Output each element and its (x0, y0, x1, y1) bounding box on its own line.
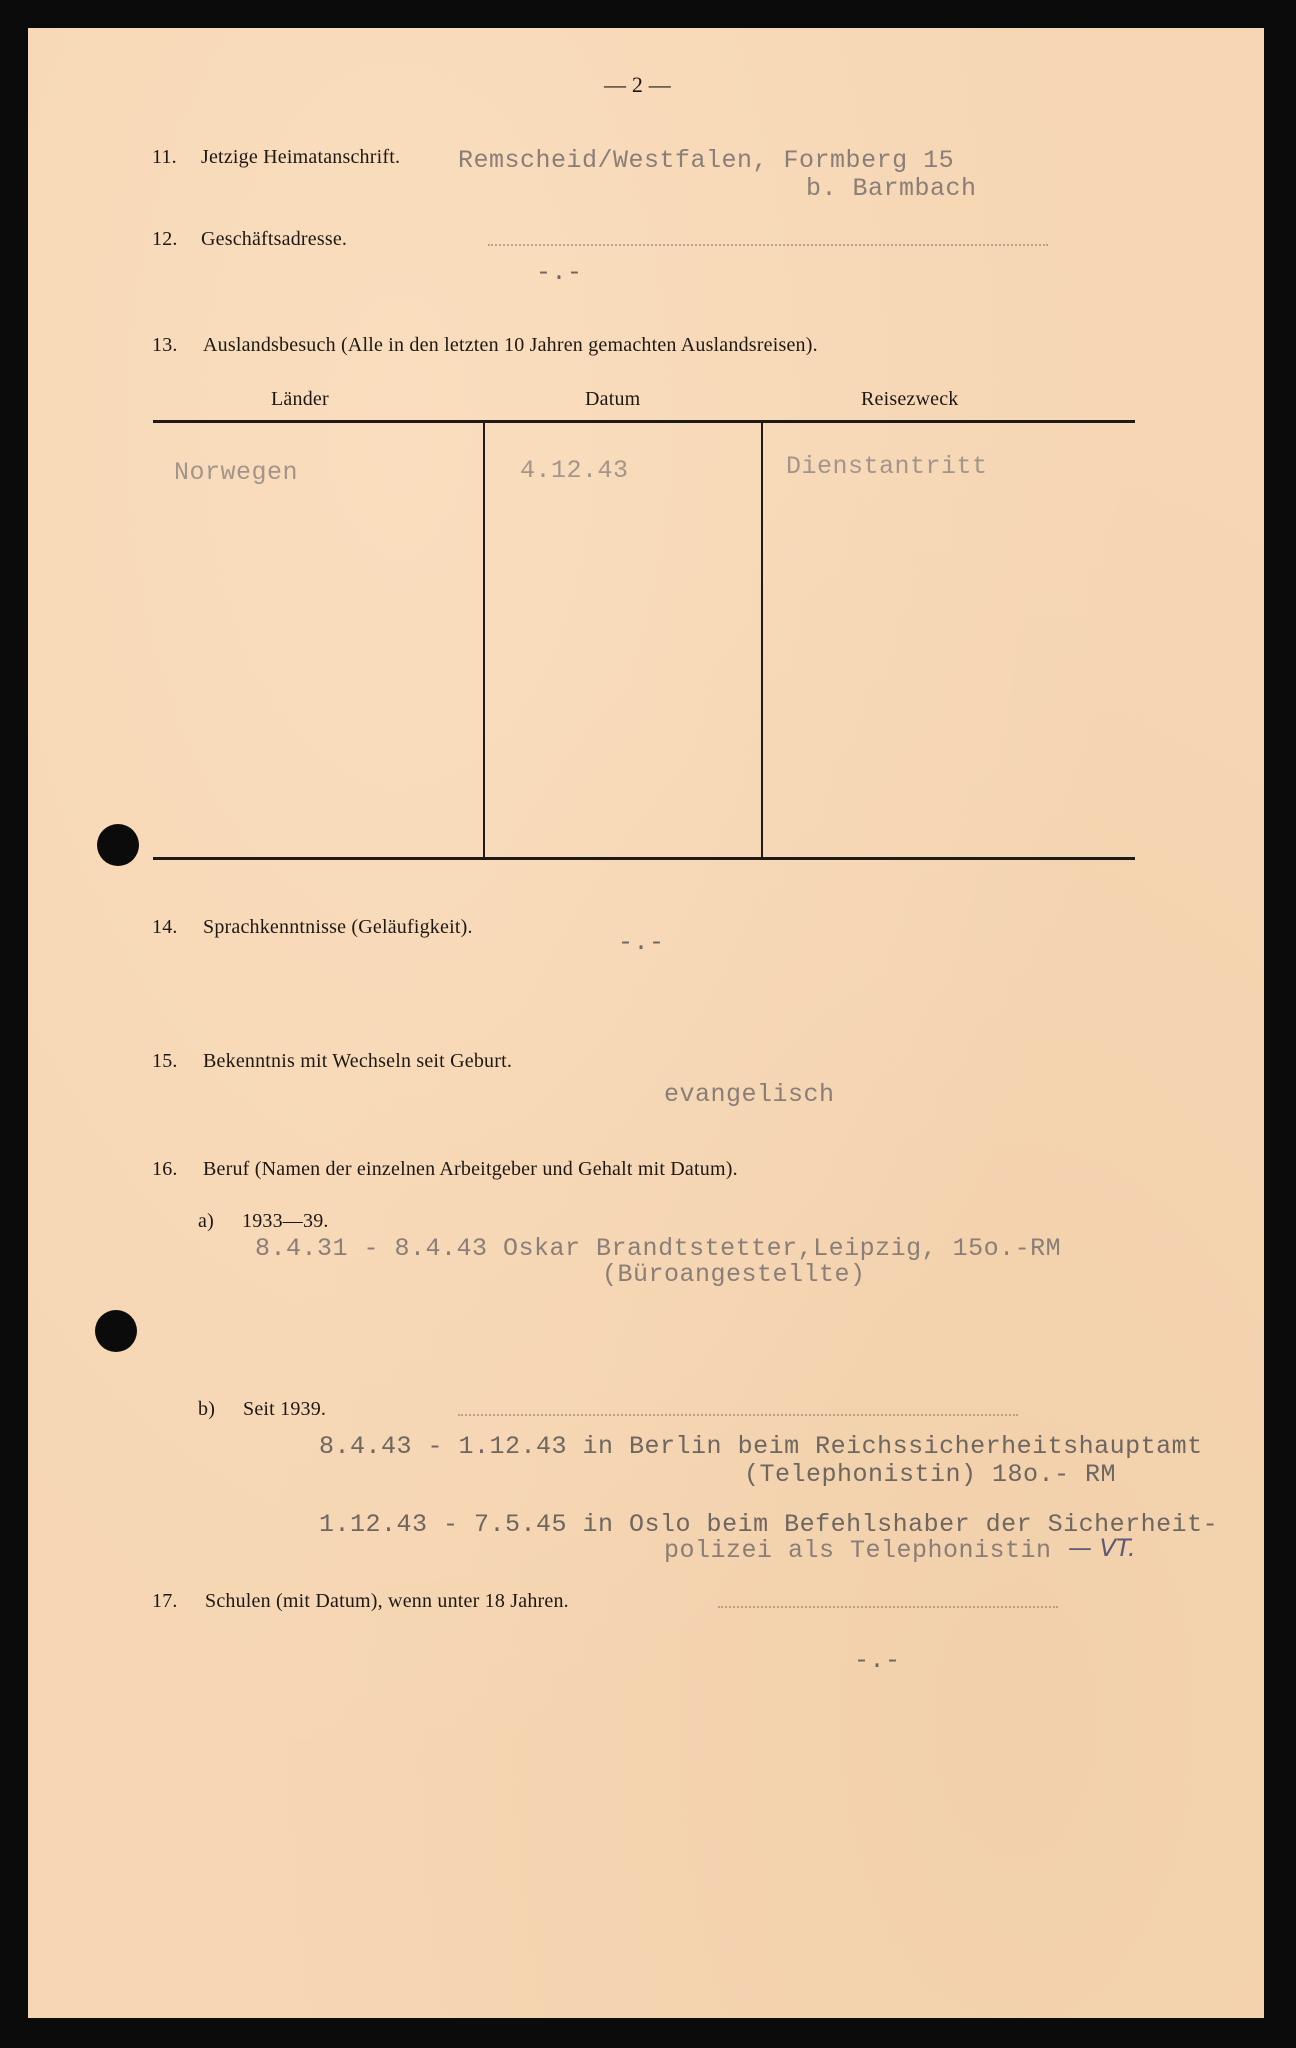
item-16-label: Beruf (Namen der einzelnen Arbeitgeber und Gehalt mit Datum). (203, 1158, 738, 1180)
item-16b-period: Seit 1939. (243, 1398, 327, 1420)
punch-hole-bottom (95, 1310, 137, 1352)
table-row-date: 4.12.43 (520, 456, 629, 485)
table-row-country: Norwegen (174, 458, 299, 487)
item-11-label: Jetzige Heimatanschrift. (201, 146, 401, 168)
item-16-number: 16. (152, 1158, 178, 1180)
item-15-label: Bekenntnis mit Wechseln seit Geburt. (203, 1050, 513, 1072)
item-12-value: -.- (536, 258, 583, 287)
item-17-label: Schulen (mit Datum), wenn unter 18 Jahren. (205, 1590, 569, 1612)
item-13-number: 13. (152, 334, 178, 356)
item-16a-line1: 8.4.31 - 8.4.43 Oskar Brandtstetter,Leipzig, 15o.-RM (255, 1234, 1062, 1263)
item-15-value: evangelisch (664, 1080, 835, 1109)
item-11-address-line2: b. Barmbach (806, 174, 977, 203)
item-12-number: 12. (152, 228, 178, 250)
table-row-purpose: Dienstantritt (786, 452, 988, 481)
item-14-number: 14. (152, 916, 178, 938)
item-16a-label: a) (198, 1210, 214, 1232)
item-11-address-line1: Remscheid/Westfalen, Formberg 15 (458, 146, 955, 175)
item-16b-entry2-line2: polizei als Telephonistin (664, 1536, 1052, 1565)
item-16a-line2: (Büroangestellte) (602, 1260, 866, 1289)
item-16a-period: 1933—39. (242, 1210, 329, 1232)
item-17-number: 17. (152, 1590, 178, 1612)
item-11-number: 11. (152, 146, 177, 168)
item-16b-dotted-line (458, 1412, 1018, 1416)
table-header-reisezweck: Reisezweck (861, 388, 959, 410)
item-16b-label: b) (198, 1398, 216, 1420)
table-header-laender: Länder (271, 388, 329, 410)
document-page (28, 28, 1264, 2018)
item-14-label: Sprachkenntnisse (Geläufigkeit). (203, 916, 473, 938)
table-header-datum: Datum (585, 388, 641, 410)
punch-hole-top (97, 824, 139, 866)
item-17-value: -.- (854, 1646, 901, 1675)
item-13-label: Auslandsbesuch (Alle in den letzten 10 Jahren gemachten Auslandsreisen). (203, 334, 818, 356)
table-divider-2 (761, 422, 763, 858)
page-number: — 2 — (604, 72, 671, 97)
table-divider-1 (483, 422, 485, 858)
item-14-value: -.- (618, 928, 665, 957)
item-16b-entry1-line2: (Telephonistin) 18o.- RM (744, 1460, 1117, 1489)
item-12-dotted-line (488, 242, 1048, 246)
item-16b-entry1-line1: 8.4.43 - 1.12.43 in Berlin beim Reichssicherheitshauptamt (319, 1432, 1203, 1461)
item-12-label: Geschäftsadresse. (201, 228, 348, 250)
item-15-number: 15. (152, 1050, 178, 1072)
item-16b-handwritten-annotation: — VT. (1068, 1534, 1136, 1562)
table-bottom-rule (153, 857, 1135, 860)
table-top-rule (153, 420, 1135, 423)
item-16b-entry2-line1: 1.12.43 - 7.5.45 in Oslo beim Befehlshaber der Sicherheit- (319, 1510, 1219, 1539)
item-17-dotted-line (718, 1604, 1058, 1608)
